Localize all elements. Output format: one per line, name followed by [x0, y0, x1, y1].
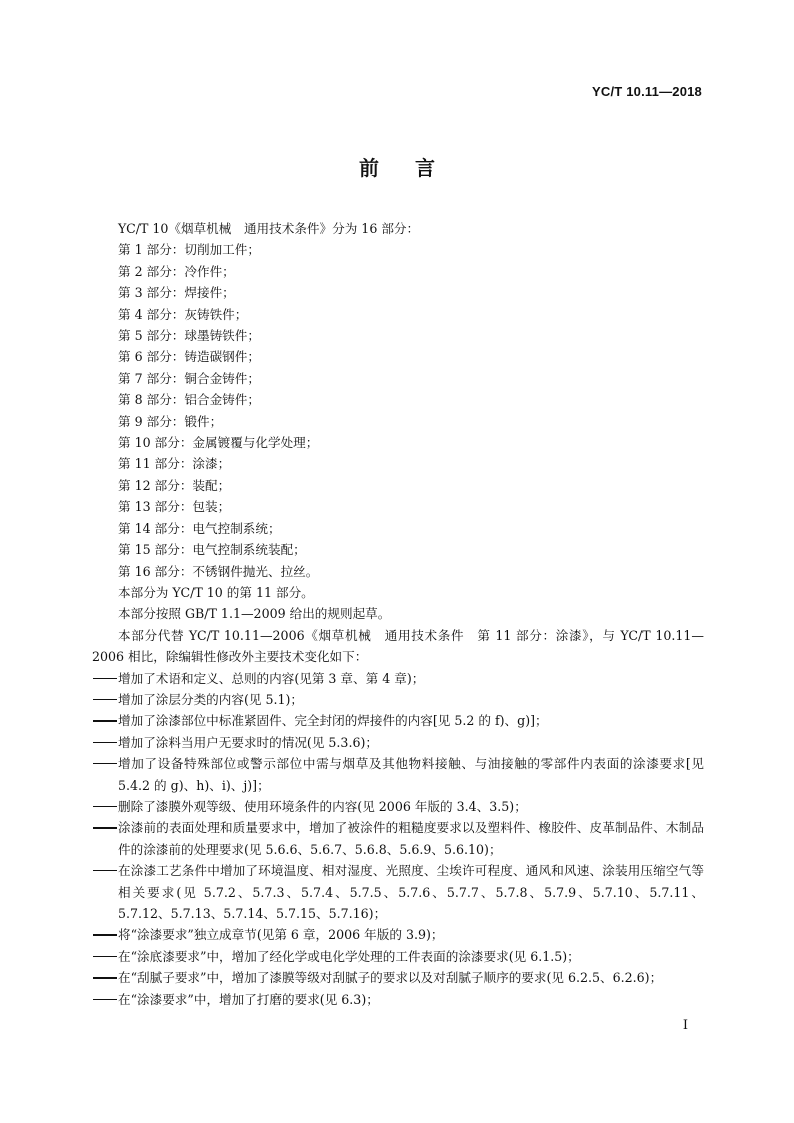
change-text: 删除了漆膜外观等级、使用环境条件的内容(见 2006 年版的 3.4、3.5)；: [118, 798, 527, 814]
title-char-2: 言: [415, 156, 435, 180]
part-item: 第 14 部分：电气控制系统；: [118, 520, 281, 536]
change-text: 在“涂底漆要求”中，增加了经化学或电化学处理的工件表面的涂漆要求(见 6.1.5)；: [118, 948, 580, 964]
standard-code-header: YC/T 10.11—2018: [592, 84, 702, 99]
part-item: 第 15 部分：电气控制系统装配；: [118, 542, 306, 558]
change-text: 增加了设备特殊部位或警示部位中需与烟草及其他物料接触、与油接触的零部件内表面的涂漆要求[见 5.4.2 的 g)、h)、i)、j)]；: [118, 756, 704, 793]
part-item: 第 9 部分：锻件；: [118, 413, 223, 429]
intro-line: YC/T 10《烟草机械 通用技术条件》分为 16 部分：: [118, 221, 420, 236]
title-char-1: 前: [359, 156, 379, 180]
part-item: 第 2 部分：冷作件；: [118, 263, 235, 279]
page-number: I: [682, 1018, 688, 1033]
change-item: [92, 989, 704, 1010]
change-item: [92, 924, 704, 945]
part-item: 第 5 部分：球墨铸铁件；: [118, 328, 260, 344]
change-item: [92, 732, 704, 753]
statement-part: 本部分为 YC/T 10 的第 11 部分。: [118, 584, 314, 600]
page-title: [0, 152, 794, 181]
change-text: 在“涂漆要求”中，增加了打磨的要求(见 6.3)；: [118, 991, 379, 1007]
change-text: 增加了术语和定义、总则的内容(见第 3 章、第 4 章)；: [118, 670, 425, 686]
change-item: [92, 689, 704, 710]
change-item: [92, 796, 704, 817]
change-item: [92, 710, 704, 731]
change-item: [92, 753, 704, 796]
part-item: 第 6 部分：铸造碳钢件；: [118, 349, 260, 365]
change-text: 涂漆前的表面处理和质量要求中，增加了被涂件的粗糙度要求以及塑料件、橡胶件、皮革制品件、木制品件的涂漆前的处理要求(见 5.6.6、5.6.7、5.6.8、5.6.9、5.6.10)；: [118, 820, 704, 857]
part-item: 第 4 部分：灰铸铁件；: [118, 306, 248, 322]
change-text: 增加了涂层分类的内容(见 5.1)；: [118, 691, 303, 707]
part-item: 第 8 部分：铝合金铸件；: [118, 392, 260, 408]
change-text: 增加了涂漆部位中标准紧固件、完全封闭的焊接件的内容[见 5.2 的 f)、g)]；: [118, 713, 548, 729]
change-text: 增加了涂料当用户无要求时的情况(见 5.3.6)；: [118, 734, 378, 750]
part-item: 第 7 部分：铜合金铸件；: [118, 370, 260, 386]
part-item: 第 13 部分：包装；: [118, 499, 231, 515]
part-item: 第 3 部分：焊接件；: [118, 285, 235, 301]
foreword-body: [92, 218, 704, 1010]
statement-replace: 本部分代替 YC/T 10.11—2006《烟草机械 通用技术条件 第 11 部分：涂漆》，与 YC/T 10.11—2006 相比，除编辑性修改外主要技术变化如下：: [92, 627, 704, 665]
change-item: [92, 668, 704, 689]
part-item: 第 12 部分：装配；: [118, 477, 231, 493]
part-item: 第 10 部分：金属镀覆与化学处理；: [118, 435, 319, 451]
change-text: 将“涂漆要求”独立成章节(见第 6 章，2006 年版的 3.9)；: [118, 927, 444, 943]
change-item: [92, 817, 704, 860]
part-item: 第 1 部分：切削加工件；: [118, 242, 260, 258]
change-item: [92, 860, 704, 924]
change-text: 在涂漆工艺条件中增加了环境温度、相对湿度、光照度、尘埃许可程度、通风和风速、涂装用压缩空气等相关要求(见 5.7.2、5.7.3、5.7.4、5.7.5、5.7.6、5.7.7、5.7.8、5.7.9、5.7.10、5.7.11、5.7.12、5.7.13、5.7.14、5.7.15、5.7.16)；: [118, 863, 704, 921]
change-item: [92, 967, 704, 988]
change-text: 在“刮腻子要求”中，增加了漆膜等级对刮腻子的要求以及对刮腻子顺序的要求(见 6.2.5、6.2.6)；: [118, 970, 663, 986]
statement-rules: 本部分按照 GB/T 1.1—2009 给出的规则起草。: [118, 606, 391, 622]
change-item: [92, 946, 704, 967]
part-item: 第 11 部分：涂漆；: [118, 456, 231, 472]
part-item: 第 16 部分：不锈钢件抛光、拉丝。: [118, 563, 319, 579]
